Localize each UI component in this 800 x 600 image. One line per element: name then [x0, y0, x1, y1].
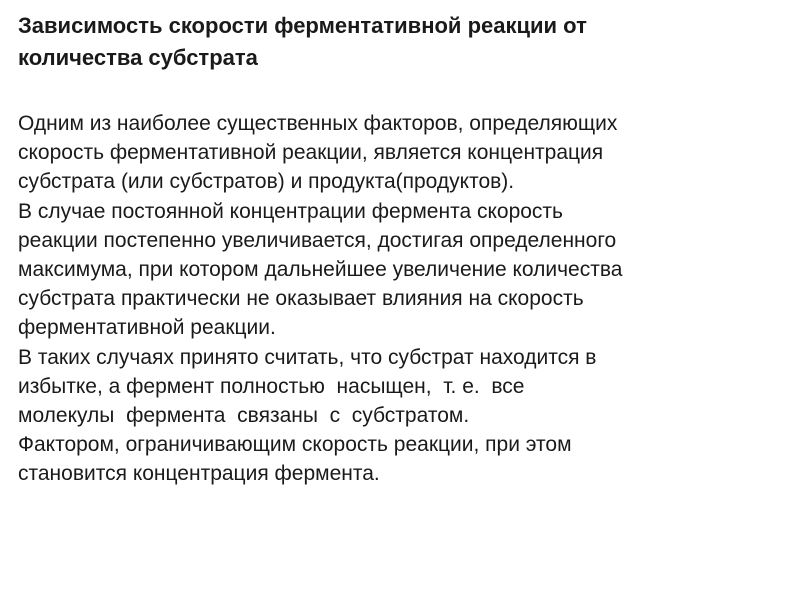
body-line: максимума, при котором дальнейшее увеличение количества [18, 258, 623, 282]
body-line: скорость ферментативной реакции, является концентрация [18, 141, 604, 165]
body-line: молекулы фермента связаны с субстратом. [18, 404, 470, 428]
body-line: избытке, а фермент полностью насыщен, т. е. все [18, 374, 525, 398]
body-line: субстрата (или субстратов) и продукта(продуктов). [18, 170, 515, 194]
body-line: Фактором, ограничивающим скорость реакции, при этом [18, 433, 572, 457]
body-line: субстрата практически не оказывает влияния на скорость [18, 287, 584, 311]
body-line: ферментативной реакции. [18, 316, 276, 340]
body-line: Одним из наиболее существенных факторов, определяющих [18, 112, 618, 135]
body-line: реакции постепенно увеличивается, достигая определенного [18, 228, 617, 252]
body-line: В случае постоянной концентрации фермента скорость [18, 199, 563, 223]
title-line: количества субстрата [18, 45, 258, 70]
slide-body-text [18, 109, 782, 489]
slide-title [18, 10, 782, 74]
body-line: становится концентрация фермента. [18, 462, 380, 486]
body-line: В таких случаях принято считать, что субстрат находится в [18, 345, 597, 369]
title-line: Зависимость скорости ферментативной реакции от [18, 13, 587, 38]
